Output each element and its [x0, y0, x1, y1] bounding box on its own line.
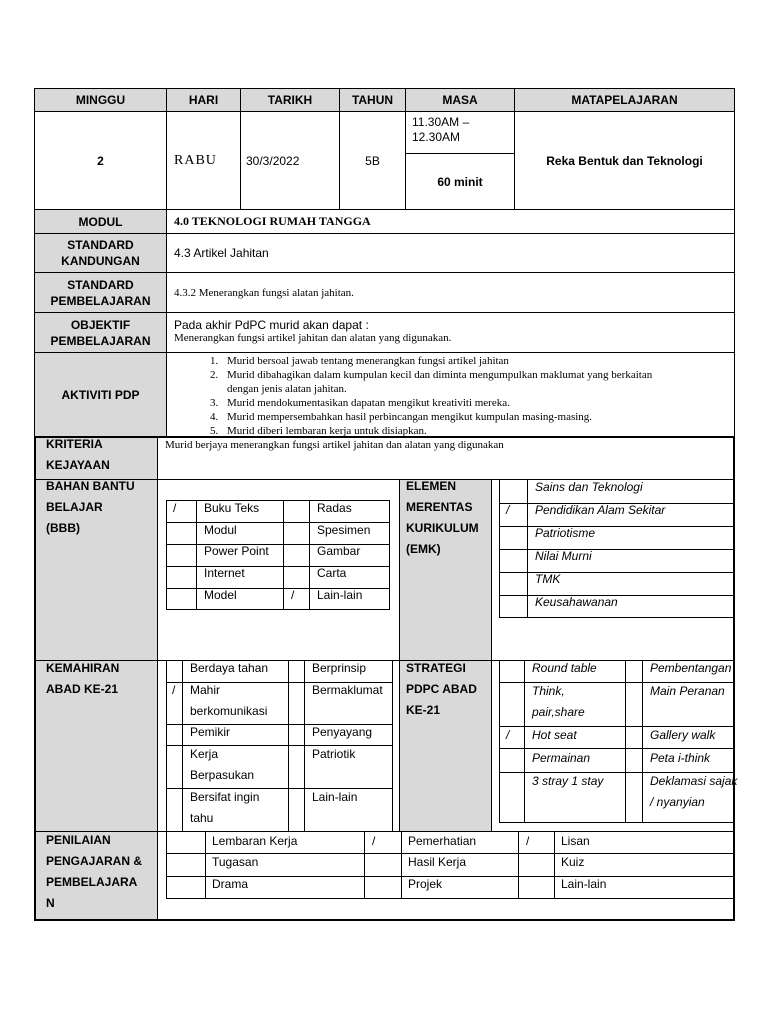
- strategi-item-pembentangan: Pembentangan: [650, 661, 732, 675]
- obj-label-2: PEMBELAJARAN: [50, 333, 151, 348]
- strategi-item-3-stray: 3 stray 1 stay: [532, 774, 604, 788]
- strategi-item-main-peranan: Main Peranan: [650, 684, 725, 698]
- bbb-item-buku-teks: Buku Teks: [204, 501, 260, 515]
- cell-tarikh: [240, 111, 340, 210]
- tarikh-value: 30/3/2022: [246, 153, 300, 168]
- bbb-label-1: BAHAN BANTU: [46, 479, 135, 493]
- penilaian-item-tugasan: Tugasan: [212, 855, 259, 869]
- header-hari: [166, 88, 241, 112]
- kemahiran-item-berpasukan: Berpasukan: [190, 768, 255, 782]
- header-tarikh: [240, 88, 340, 112]
- kemahiran-item-pemikir: Pemikir: [190, 725, 231, 739]
- strategi-vl-3: [642, 660, 643, 823]
- cell-masa: [405, 111, 515, 154]
- header-tahun-text: TAHUN: [351, 93, 394, 107]
- emk-item-sains: Sains dan Teknologi: [535, 480, 643, 494]
- bbb-item-gambar: Gambar: [317, 544, 361, 558]
- bbb-vl-1: [196, 500, 197, 610]
- aktiviti-list: [167, 354, 734, 438]
- penilaian-label-3: PEMBELAJARA: [46, 875, 138, 889]
- masa-line2: 12.30AM: [412, 130, 461, 144]
- penilaian-item-lisan: Lisan: [561, 834, 590, 848]
- penilaian-vl-4: [518, 831, 519, 899]
- kemahiran-label-1: KEMAHIRAN: [46, 661, 120, 675]
- cell-tahun: [339, 111, 406, 210]
- penilaian-vl-1: [205, 831, 206, 899]
- penilaian-hl-2: [166, 876, 735, 877]
- penilaian-item-drama: Drama: [212, 877, 249, 891]
- sk-label-1: STANDARD: [67, 238, 134, 252]
- bbb-item-radas: Radas: [317, 501, 352, 515]
- kemahiran-item-bersifat-ingin: Bersifat ingin: [190, 790, 260, 804]
- header-masa: [405, 88, 515, 112]
- kemahiran-item-kerja: Kerja: [190, 747, 219, 761]
- aktiviti-text-4: Murid mempersembahkan hasil perbincangan mengikut kumpulan masing-masing.: [227, 411, 593, 423]
- bbb-vl-2: [283, 500, 284, 610]
- emk-item-alam-sekitar: Pendidikan Alam Sekitar: [535, 503, 666, 517]
- durasi-value: 60 minit: [437, 174, 483, 189]
- emk-item-keusahawanan: Keusahawanan: [535, 595, 618, 609]
- kemahiran-item-mahir: Mahir: [190, 683, 221, 697]
- penilaian-mark-pemerhatian: /: [372, 834, 376, 848]
- value-aktiviti: [166, 352, 735, 437]
- strategi-item-pair-share: pair,share: [532, 705, 585, 719]
- penilaian-item-lembaran-kerja: Lembaran Kerja: [212, 834, 298, 848]
- kriteria-value: Murid berjaya menerangkan fungsi artikel jahitan dan alatan yang digunakan: [165, 439, 504, 451]
- aktiviti-text-2: Murid dibahagikan dalam kumpulan kecil dan diminta mengumpulkan maklumat yang berkaitan: [227, 369, 653, 381]
- obj-line1: Pada akhir PdPC murid akan dapat :: [174, 318, 369, 332]
- kemahiran-vl-3: [304, 660, 305, 832]
- penilaian-vl-3: [401, 831, 402, 899]
- penilaian-item-pemerhatian: Pemerhatian: [408, 834, 477, 848]
- aktiviti-label-text: AKTIVITI PDP: [61, 387, 140, 402]
- value-standard-pembelajaran: [166, 272, 735, 313]
- bbb-mark-lain-lain: /: [291, 588, 295, 602]
- value-standard-kandungan: [166, 233, 735, 273]
- bbb-item-carta: Carta: [317, 566, 347, 580]
- masa-line1: 11.30AM –: [412, 115, 470, 129]
- bbb-item-spesimen: Spesimen: [317, 523, 371, 537]
- sk-label-2: KANDUNGAN: [61, 254, 140, 268]
- bbb-item-lain-lain: Lain-lain: [317, 588, 363, 602]
- header-hari-text: HARI: [188, 93, 219, 107]
- aktiviti-text-1: Murid bersoal jawab tentang menerangkan fungsi artikel jahitan: [227, 355, 509, 367]
- emk-label-4: (EMK): [406, 542, 441, 556]
- strategi-item-nyanyian: / nyanyian: [650, 795, 705, 809]
- header-minggu: [34, 88, 167, 112]
- emk-label-1: ELEMEN: [406, 479, 457, 493]
- penilaian-label-2: PENGAJARAN &: [46, 854, 143, 868]
- header-minggu-text: MINGGU: [75, 93, 126, 107]
- emk-item-tmk: TMK: [535, 572, 561, 586]
- value-objektif: [166, 312, 735, 353]
- kemahiran-item-lain-lain: Lain-lain: [312, 790, 358, 804]
- penilaian-mark-lisan: /: [526, 834, 530, 848]
- penilaian-item-hasil-kerja: Hasil Kerja: [408, 855, 467, 869]
- penilaian-vl-5: [554, 831, 555, 899]
- label-standard-pembelajaran: [34, 272, 167, 313]
- cell-durasi: [405, 153, 515, 210]
- value-modul: [166, 209, 735, 234]
- strategi-item-round-table: Round table: [532, 661, 597, 675]
- hari-value: RABU: [174, 152, 217, 168]
- strategi-label-3: KE-21: [406, 703, 441, 717]
- bbb-item-model: Model: [204, 588, 237, 602]
- cell-hari: [166, 111, 241, 210]
- kemahiran-item-tahu: tahu: [190, 811, 214, 825]
- strategi-item-think: Think,: [532, 684, 565, 698]
- kriteria-label-2: KEJAYAAN: [46, 458, 110, 472]
- header-tahun: [339, 88, 406, 112]
- header-matapelajaran-text: MATAPELAJARAN: [571, 93, 678, 107]
- cell-minggu: [34, 111, 167, 210]
- strategi-item-peta-ithink: Peta i-think: [650, 751, 711, 765]
- aktiviti-item-3: [221, 396, 734, 410]
- bbb-item-internet: Internet: [204, 566, 245, 580]
- bbb-item-power-point: Power Point: [204, 544, 269, 558]
- matapelajaran-value: Reka Bentuk dan Teknologi: [546, 153, 703, 168]
- bbb-item-modul: Modul: [204, 523, 237, 537]
- kemahiran-mark-mahir: /: [172, 683, 176, 697]
- tahun-value: 5B: [365, 153, 380, 168]
- emk-label-3: KURIKULUM: [406, 521, 479, 535]
- label-aktiviti: [34, 352, 167, 437]
- penilaian-vl-2: [364, 831, 365, 899]
- kemahiran-item-penyayang: Penyayang: [312, 725, 373, 739]
- strategi-vl-2: [625, 660, 626, 823]
- strategi-mark-hot-seat: /: [506, 728, 510, 742]
- kemahiran-item-berdaya-tahan: Berdaya tahan: [190, 661, 269, 675]
- sk-value: 4.3 Artikel Jahitan: [174, 246, 269, 260]
- bbb-label-3: (BBB): [46, 521, 80, 535]
- obj-label-1: OBJEKTIF: [70, 317, 131, 332]
- strategi-item-gallery-walk: Gallery walk: [650, 728, 716, 742]
- sp-label-1: STANDARD: [67, 277, 134, 292]
- emk-item-patriotisme: Patriotisme: [535, 526, 596, 540]
- bbb-label-2: BELAJAR: [46, 500, 103, 514]
- kemahiran-item-berprinsip: Berprinsip: [312, 661, 367, 675]
- kemahiran-item-bermaklumat: Bermaklumat: [312, 683, 383, 697]
- bbb-hl-3: [166, 566, 390, 567]
- penilaian-item-projek: Projek: [408, 877, 443, 891]
- emk-label-2: MERENTAS: [406, 500, 473, 514]
- aktiviti-text-5: Murid diberi lembaran kerja untuk disiapkan.: [227, 425, 427, 437]
- penilaian-item-kuiz: Kuiz: [561, 855, 585, 869]
- strategi-item-hot-seat: Hot seat: [532, 728, 577, 742]
- label-modul: [34, 209, 167, 234]
- sp-value: 4.3.2 Menerangkan fungsi alatan jahitan.: [174, 286, 354, 299]
- header-masa-text: MASA: [442, 93, 478, 107]
- kemahiran-vl-1: [182, 660, 183, 832]
- penilaian-item-lain-lain: Lain-lain: [561, 877, 607, 891]
- minggu-value: 2: [97, 153, 104, 168]
- strategi-label-2: PDPC ABAD: [406, 682, 477, 696]
- header-matapelajaran: [514, 88, 735, 112]
- kemahiran-vl-2: [288, 660, 289, 832]
- penilaian-label-1: PENILAIAN: [46, 833, 111, 847]
- strategi-vl-1: [524, 660, 525, 823]
- aktiviti-item-1: [221, 354, 734, 368]
- sp-label-2: PEMBELAJARAN: [50, 293, 151, 308]
- kemahiran-label-2: ABAD KE-21: [46, 682, 119, 696]
- strategi-item-deklamasi: Deklamasi sajak: [650, 774, 738, 788]
- kemahiran-item-berkomunikasi: berkomunikasi: [190, 704, 268, 718]
- strategi-item-permainan: Permainan: [532, 751, 591, 765]
- kemahiran-item-patriotik: Patriotik: [312, 747, 356, 761]
- aktiviti-text-2b: dengan jenis alatan jahitan.: [227, 383, 347, 395]
- aktiviti-text-3: Murid mendokumentasikan dapatan mengikut kreativiti mereka.: [227, 397, 510, 409]
- penilaian-label-4: N: [46, 896, 55, 910]
- modul-label-text: MODUL: [78, 214, 123, 229]
- strategi-label-1: STRATEGI: [406, 661, 466, 675]
- aktiviti-item-2: [221, 368, 734, 396]
- aktiviti-item-4: [221, 410, 734, 424]
- obj-line2: Menerangkan fungsi artikel jahitan dan alatan yang digunakan.: [174, 332, 452, 344]
- emk-mark-alam-sekitar: /: [506, 503, 510, 517]
- bbb-vl-3: [309, 500, 310, 610]
- emk-item-nilai-murni: Nilai Murni: [535, 549, 592, 563]
- label-objektif: [34, 312, 167, 353]
- header-tarikh-text: TARIKH: [267, 93, 313, 107]
- cell-matapelajaran: [514, 111, 735, 210]
- modul-value-text: 4.0 TEKNOLOGI RUMAH TANGGA: [174, 214, 371, 228]
- label-standard-kandungan: [34, 233, 167, 273]
- bbb-mark-buku-teks: /: [173, 501, 177, 515]
- kriteria-label-1: KRITERIA: [46, 437, 103, 451]
